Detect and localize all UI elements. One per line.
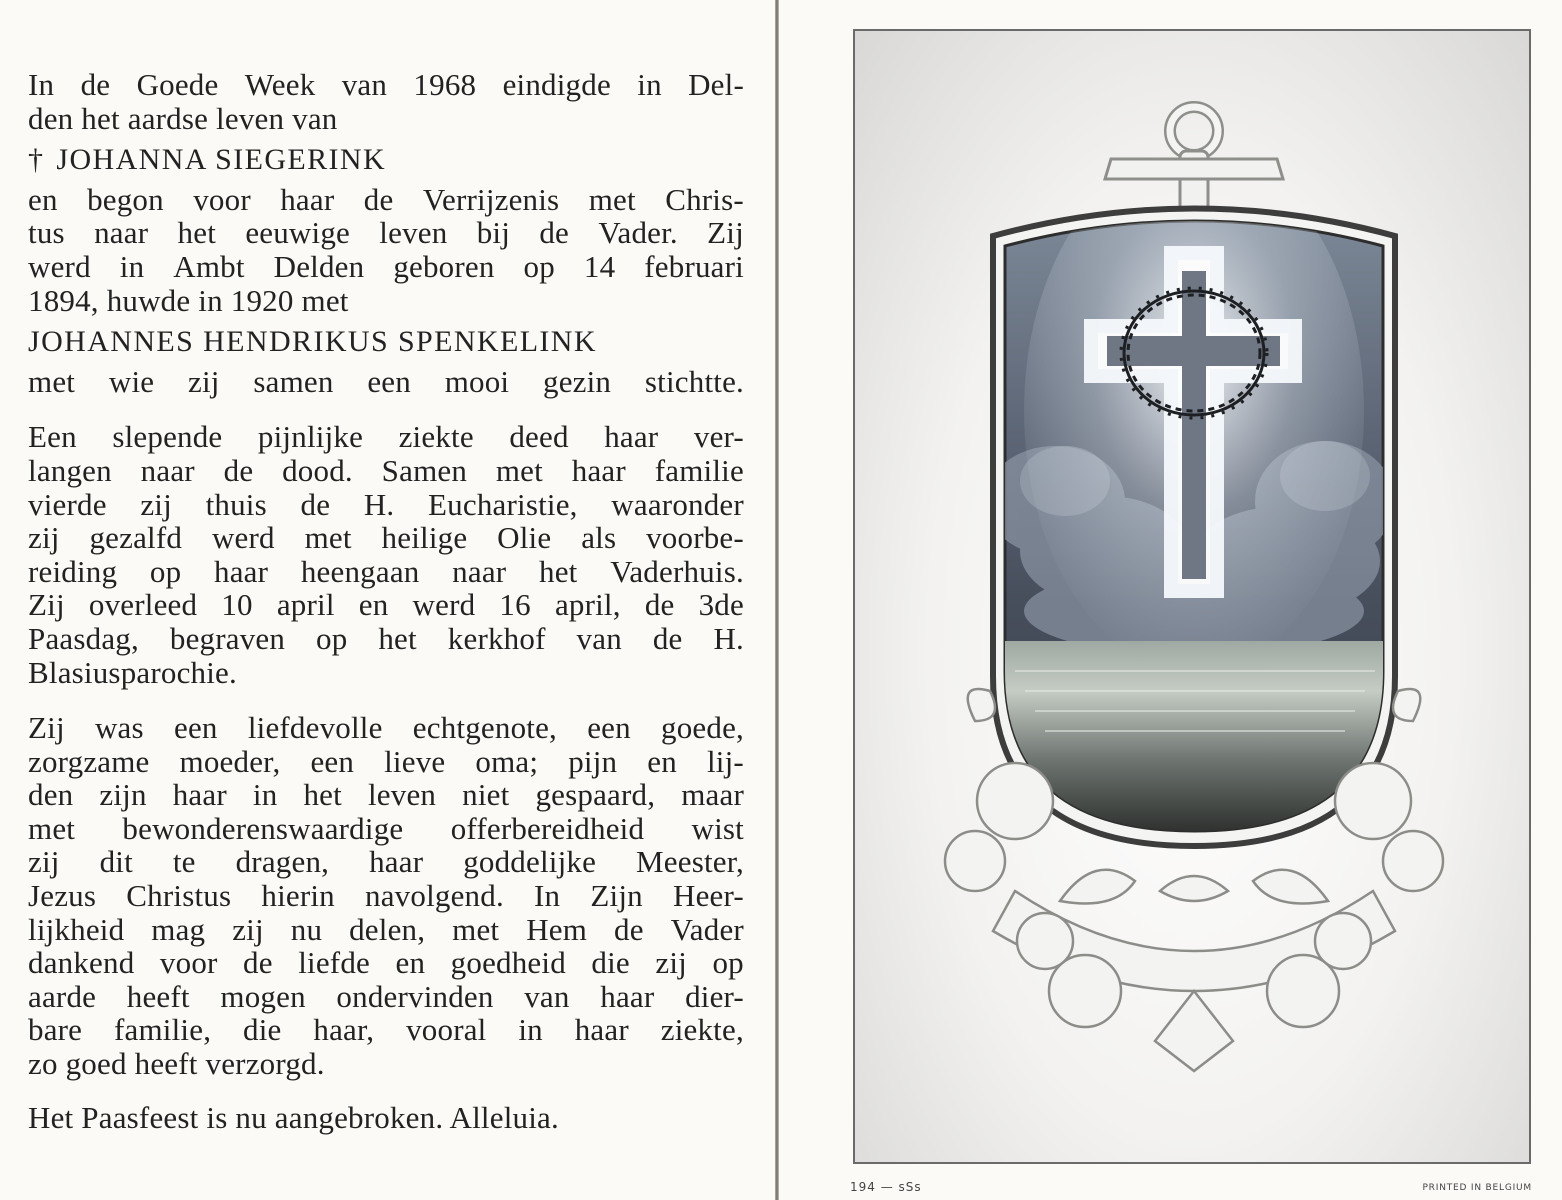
para3-line-5: zij dit te dragen, haar goddelijke Meester,	[28, 844, 744, 880]
para3-line-2: zorgzame moeder, een lieve oma; pijn en lij-	[28, 743, 744, 779]
para2-line-6: Zij overleed 10 april en werd 16 april, de 3de	[28, 587, 744, 623]
para2-line-4: zij gezalfd werd met heilige Olie als voorbe-	[28, 520, 744, 556]
para1-end: met wie zij samen een mooi gezin stichtte.	[28, 363, 744, 399]
deceased-name: JOHANNA SIEGERINK	[56, 143, 387, 177]
para3-line-8: dankend voor de liefde en goedheid die zij op	[28, 945, 744, 981]
para3-line-9: aarde heeft mogen ondervinden van haar dier-	[28, 978, 744, 1014]
para3-line-7: lijkheid mag zij nu delen, met Hem de Vader	[28, 911, 744, 947]
para3-line-11: zo goed heeft verzorgd.	[28, 1046, 325, 1082]
para1-line-4: 1894, huwde in 1920 met	[28, 282, 349, 318]
spouse-name: JOHANNES HENDRIKUS SPENKELINK	[28, 325, 597, 359]
text-page	[0, 0, 775, 1200]
para2-line-2: langen naar de dood. Samen met haar familie	[28, 452, 744, 488]
para3-line-3: den zijn haar in het leven niet gespaard, maar	[28, 777, 744, 813]
memorial-text	[28, 68, 744, 1134]
para2-line-5: reiding op haar heengaan naar het Vaderhuis.	[28, 553, 744, 589]
illustration-frame	[853, 29, 1531, 1164]
para3-line-4: met bewonderenswaardige offerbereidheid wist	[28, 810, 744, 846]
cross-symbol: †	[28, 143, 45, 177]
footer-printed: PRINTED IN BELGIUM	[1422, 1183, 1532, 1193]
para2-line-7: Paasdag, begraven op het kerkhof van de H.	[28, 620, 744, 656]
intro-line-1: In de Goede Week van 1968 eindigde in Del-	[28, 67, 744, 102]
para1-line-2: tus naar het eeuwige leven bij de Vader. Zij	[28, 215, 744, 251]
para3-line-6: Jezus Christus hierin navolgend. In Zijn Heer-	[28, 878, 744, 914]
para2-line-3: vierde zij thuis de H. Eucharistie, waaronder	[28, 486, 744, 522]
footer-code: 194 — sSs	[850, 1180, 922, 1194]
para2-line-8: Blasiusparochie.	[28, 654, 237, 690]
para3-line-1: Zij was een liefdevolle echtgenote, een goede,	[28, 710, 744, 746]
anchor-shield-cross-icon	[855, 31, 1533, 1166]
closing-line: Het Paasfeest is nu aangebroken. Alleluia.	[28, 1099, 559, 1135]
illustration-page	[779, 0, 1562, 1200]
para1-line-1: en begon voor haar de Verrijzenis met Chris-	[28, 181, 744, 217]
deceased-name-heading	[28, 143, 744, 177]
intro-line-2: den het aardse leven van	[28, 100, 338, 136]
para2-line-1: Een slepende pijnlijke ziekte deed haar ver-	[28, 419, 744, 455]
para3-line-10: bare familie, die haar, vooral in haar ziekte,	[28, 1012, 744, 1048]
para1-line-3: werd in Ambt Delden geboren op 14 februari	[28, 248, 744, 284]
